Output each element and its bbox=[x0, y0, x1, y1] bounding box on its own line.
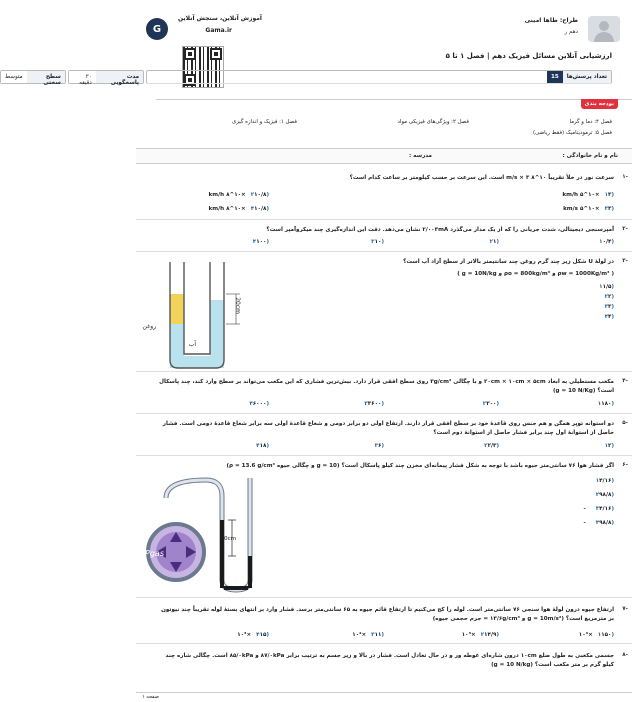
option-2[interactable]: (۲۳۰۰ bbox=[482, 401, 499, 407]
stat-key: مدت پاسخگویی bbox=[96, 71, 143, 83]
option-2[interactable]: (۲۱ bbox=[489, 239, 499, 245]
stat-difficulty bbox=[0, 70, 66, 84]
option-4[interactable]: (۴۱۰۰ bbox=[252, 239, 269, 245]
option-4[interactable]: (۴۶۰۰۰ bbox=[249, 401, 269, 407]
chapter-item: فصل ۱: فیزیک و اندازه گیری bbox=[232, 119, 297, 125]
options-row bbox=[154, 206, 614, 212]
stat-key: سطح سختی bbox=[27, 71, 65, 83]
option-2[interactable]: (۲۱۴/۹×۱۰³ bbox=[461, 632, 499, 638]
option-3[interactable]: (۳۳۶۰۰ bbox=[364, 401, 384, 407]
water-bottom bbox=[170, 356, 224, 368]
author-name: طراح: طاها امینی bbox=[524, 17, 578, 24]
stat-value: متوسط bbox=[1, 71, 27, 83]
option-2[interactable]: (۲۲/۳ bbox=[484, 443, 499, 449]
option-3[interactable]: (۳۴/۱۶ - bbox=[583, 506, 614, 512]
question-number: -۶ bbox=[622, 462, 628, 468]
option-3[interactable]: (۳۳×۱۰^۵ km/s bbox=[563, 206, 614, 212]
question-1 bbox=[136, 168, 632, 220]
option-1[interactable]: (۱۴/۱۶ bbox=[595, 478, 614, 484]
gama-logo bbox=[146, 18, 168, 40]
question-number: -۱ bbox=[622, 174, 628, 180]
exam-title: ارزشیابی آنلاین مسائل فیزیک دهم | فصل ۱ تا ۵ bbox=[445, 52, 612, 60]
question-2 bbox=[136, 222, 632, 252]
site-title: آموزش آنلاین، سنجش آنلاین bbox=[177, 15, 262, 22]
option-1[interactable]: (۱۱۸۰ bbox=[597, 401, 614, 407]
question-number: -۳ bbox=[622, 258, 628, 264]
question-number: -۵ bbox=[622, 420, 628, 426]
stat-key: تعداد پرسش‌ها bbox=[563, 71, 611, 83]
option-3[interactable]: (۳۱۰ bbox=[371, 239, 384, 245]
question-text: اگر فشار هوا ۷۶ سانتی‌متر جیوه باشد با توجه به شکل فشار پیمانه‌ای مخزن چند کیلو پاسکال است؟ (g = 10 و چگالی جیوه ρ = 13.6 g/cm³) bbox=[226, 463, 614, 469]
question-number: -۷ bbox=[622, 606, 628, 612]
chapter-item: فصل ۲: ویژگی‌های فیزیکی مواد bbox=[397, 119, 469, 125]
options-row bbox=[154, 401, 614, 407]
options-column bbox=[591, 284, 614, 320]
options-row bbox=[154, 192, 614, 198]
question-text: آمپرسنجی دیجیتالی، شدت جریانی را که از یک مدار می‌گذرد ۲/۰۰۳mA نشان می‌دهد. دقت این اندازه‌گیری چند میکروآمپر است؟ bbox=[266, 227, 614, 233]
options-row bbox=[154, 239, 614, 245]
question-7 bbox=[136, 600, 632, 644]
options-row bbox=[154, 443, 614, 449]
option-4[interactable]: (۴۹۸/۸ - bbox=[583, 520, 614, 526]
question-4 bbox=[136, 374, 632, 414]
question-number: -۲ bbox=[622, 226, 628, 232]
gas-label: Pgas bbox=[145, 549, 164, 558]
question-text: دو استوانه توپر همگن و هم جنس روی قاعدهٔ خود بر سطح افقی قرار دارند. ارتفاع اولی دو برابر دومی و شعاع قاعدهٔ اولی سه برابر شعاع قاعدهٔ دومی است. فشار حاصل از استوانهٔ اول چند برابر فشار حاصل از استوانهٔ دوم است؟ bbox=[162, 421, 614, 436]
gas-manometer-diagram bbox=[146, 476, 274, 596]
option-3[interactable]: (۳۳ bbox=[604, 304, 614, 310]
option-3[interactable]: (۳۶ bbox=[374, 443, 384, 449]
chapter-item: فصل ۵: ترمودینامیک (فقط ریاضی) bbox=[532, 130, 612, 136]
chapter-list bbox=[162, 117, 612, 139]
site-domain[interactable]: Gama.ir bbox=[205, 27, 232, 34]
option-4[interactable]: (۴۱۰/۸×۱۰^۸ km/h bbox=[208, 206, 269, 212]
chapter-item: فصل ۴: دما و گرما bbox=[569, 119, 612, 125]
mercury-right bbox=[248, 556, 252, 588]
school-label: مدرسه : bbox=[409, 153, 432, 159]
question-number: -۸ bbox=[622, 652, 628, 658]
question-text: سرعت نور در خلأ تقریباً ۱۰^۸ m/s × ۳ است. این سرعت بر حسب کیلومتر بر ساعت کدام است؟ bbox=[349, 175, 614, 181]
option-4[interactable]: (۴۱۸ bbox=[256, 443, 269, 449]
stat-value: 15 bbox=[547, 71, 563, 83]
stat-question-count bbox=[146, 70, 612, 84]
mercury-left bbox=[220, 520, 224, 588]
question-text: مکعب مستطیلی به ابعاد ۲۰cm × ۱۰cm × ۵cm و با چگالی ۳g/cm³ روی سطح افقی قرار دارد. بیش‌ترین فشاری که این مکعب می‌تواند بر سطح وارد کند، چند پاسکال است؟ (g = 10 N/Kg) bbox=[159, 379, 614, 394]
height-label: 20cm bbox=[234, 297, 241, 314]
question-text: جسمی مکعبی به طول ضلع ۱۰cm درون شاره‌ای غوطه ور و در حال تعادل است. فشار در بالا و زیر جسم به ترتیب برابر ۸۷/۰kPa و ۸۵/۰kPa است. چگالی شاره چند کیلو گرم بر متر مکعب است؟ (g = 10 N/kg) bbox=[165, 653, 614, 668]
option-4[interactable]: (۴۴ bbox=[604, 314, 614, 320]
option-2[interactable]: (۲۹۸/۸ bbox=[595, 492, 614, 498]
option-1[interactable]: (۱۱/۵ bbox=[599, 284, 614, 290]
page-footer bbox=[136, 692, 632, 702]
question-5 bbox=[136, 416, 632, 456]
option-1[interactable]: (۱۱۵۰×۱۰³ bbox=[578, 632, 614, 638]
student-info-bar bbox=[136, 148, 632, 164]
oil-column bbox=[170, 294, 184, 324]
question-constants: ( g = 10N/kg و ρo = 800kg/m³ و ρw = 1000Kg/m³ ) bbox=[457, 271, 614, 277]
mercury-bottom bbox=[224, 586, 248, 590]
question-6 bbox=[136, 458, 632, 598]
question-8 bbox=[136, 646, 632, 690]
question-text: در لولهٔ U شکل زیر چند گرم روغن چند سانتیمتر بالاتر از سطح آزاد آب است؟ bbox=[403, 259, 614, 265]
option-1[interactable]: (۱۰/۴ bbox=[599, 239, 614, 245]
option-2[interactable]: (۲۱۰/۸×۱۰^۸ km/h bbox=[208, 192, 269, 198]
stat-duration bbox=[68, 70, 144, 84]
author-grade: دهم ر bbox=[564, 29, 578, 35]
options-column bbox=[583, 478, 614, 526]
option-2[interactable]: (۲۲ bbox=[604, 294, 614, 300]
question-3 bbox=[136, 254, 632, 372]
page-number: صفحه ۱ bbox=[142, 694, 159, 700]
options-row bbox=[154, 632, 614, 638]
u-tube-diagram bbox=[142, 260, 246, 370]
option-1[interactable]: (۱۲ bbox=[604, 443, 614, 449]
avatar bbox=[588, 16, 620, 42]
name-label: نام و نام خانوادگی : bbox=[562, 153, 618, 159]
oil-label: روغن bbox=[142, 323, 156, 330]
stat-value: ۳۰ دقیقه bbox=[69, 71, 96, 83]
question-number: -۴ bbox=[622, 378, 628, 384]
exam-stats bbox=[0, 70, 612, 84]
height-label: 30cm bbox=[220, 536, 236, 542]
logo-letter: G bbox=[152, 23, 162, 35]
water-label: آب bbox=[188, 341, 196, 348]
budget-tag: بودجه بندی bbox=[581, 99, 618, 109]
option-3[interactable]: (۳۱۱×۱۰⁴ bbox=[352, 632, 384, 638]
option-1[interactable]: (۱۳×۱۰^۵ km/h bbox=[562, 192, 614, 198]
question-text: ارتفاع جیوه درون لولهٔ هوا سنجی ۷۶ سانتی‌متر است. لوله را کج می‌کنیم تا ارتفاع قائم جیوه به ۶۵ سانتی‌متر برسد. فشار وارد بر انتهای بستهٔ لوله تقریباً چند نیوتون بر مترمربع است؟ (g = 10m/s² و ۱۳/۶g/cm³ = جرم حجمی جیوه) bbox=[161, 607, 614, 622]
option-4[interactable]: (۴۱۵×۱۰³ bbox=[237, 632, 269, 638]
